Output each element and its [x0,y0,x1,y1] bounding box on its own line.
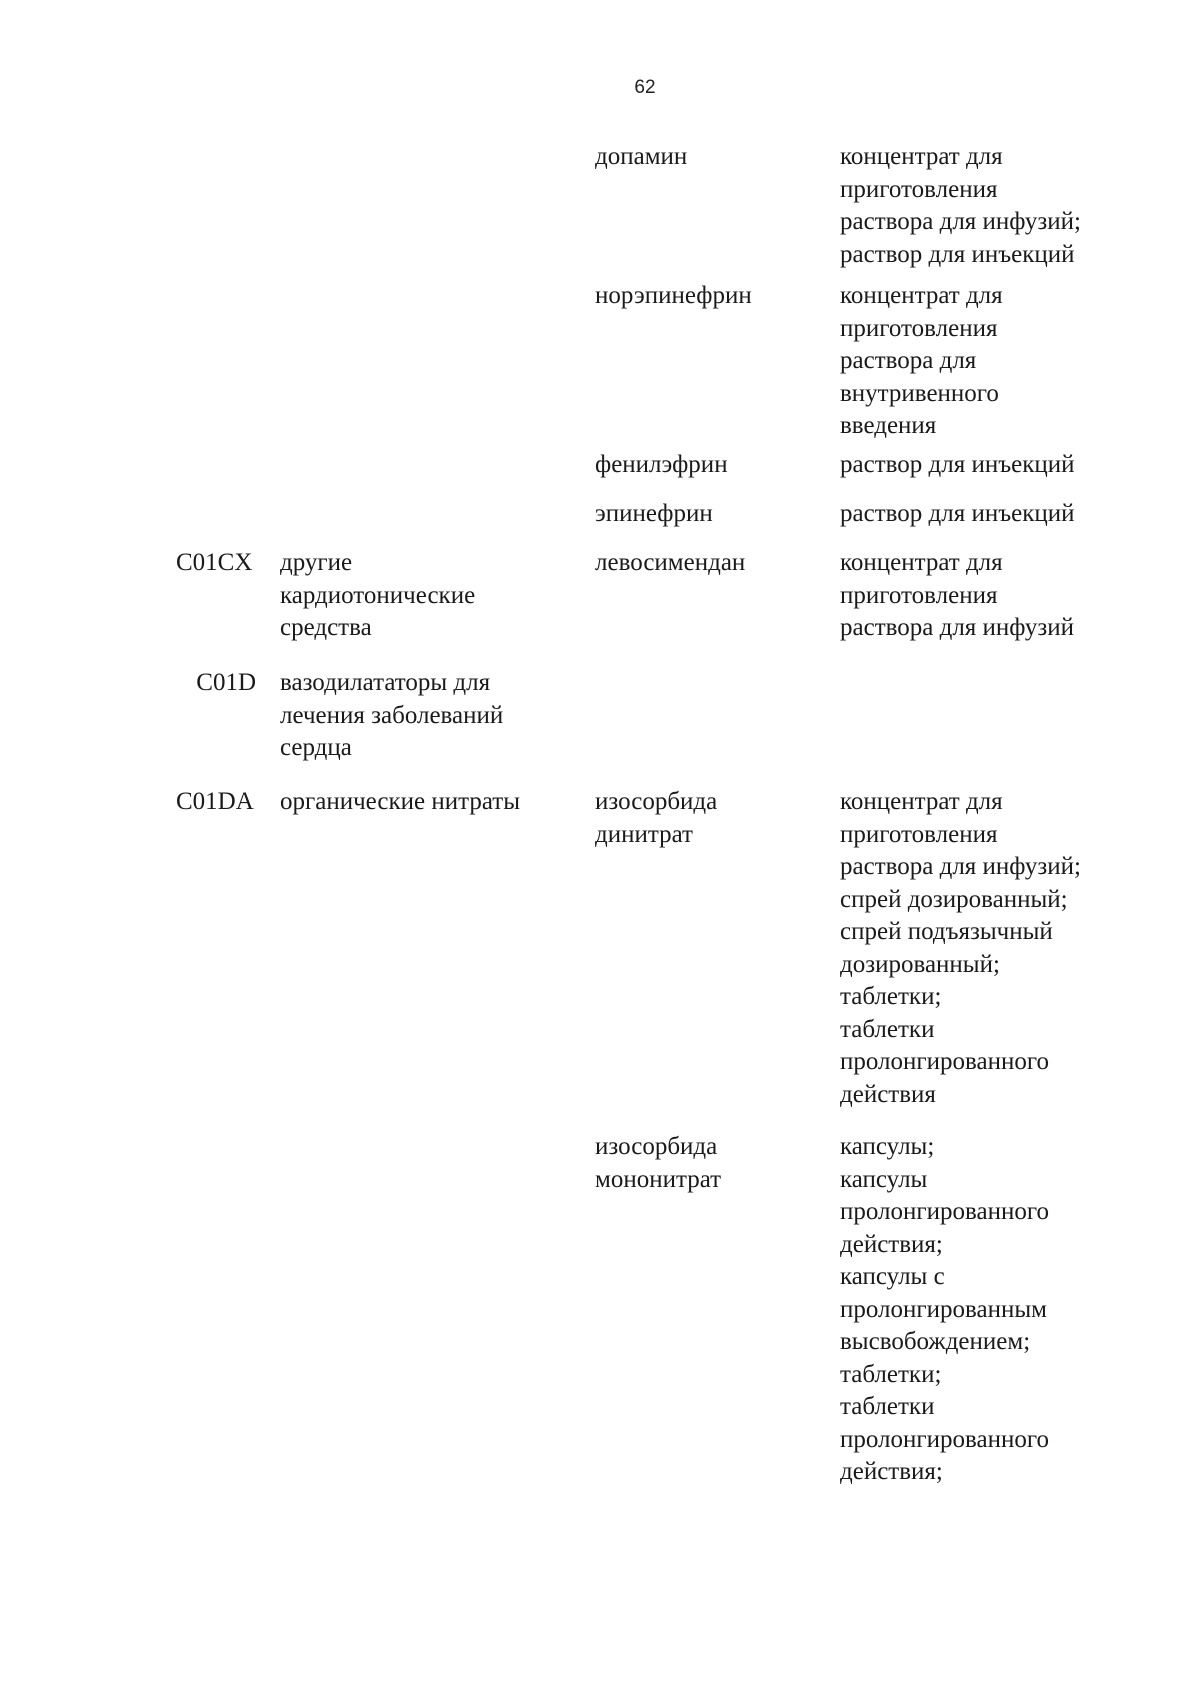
drug-table [0,141,1200,1491]
table-row [0,1131,1200,1491]
table-row [0,449,1200,498]
drug-name: норэпинефрин [595,282,752,309]
table-row [0,667,1200,786]
dosage-form: раствор для инъекций [840,451,1075,478]
table-row [0,141,1200,280]
drug-name: левосимендан [595,549,746,576]
dosage-form: концентрат для приготовления раствора для внутривенного введения [840,282,1003,439]
drug-name: допамин [595,143,688,170]
drug-name: изосорбида динитрат [595,788,718,848]
table-row [0,498,1200,547]
pharmacological-group: органические нитраты [280,788,521,815]
drug-name: фенилэфрин [595,451,728,478]
dosage-form: капсулы; капсулы пролонгированного действия; капсулы с пролонгированным высвобождением; таблетки; таблетки пролонгированного действия; [840,1133,1049,1485]
table-row [0,280,1200,449]
dosage-form: раствор для инъекций [840,500,1075,527]
drug-name: эпинефрин [595,500,713,527]
dosage-form: концентрат для приготовления раствора для инфузий; раствор для инъекций [840,143,1081,268]
drug-name: изосорбида мононитрат [595,1133,722,1193]
atc-code: C01D [196,669,256,696]
dosage-form: концентрат для приготовления раствора для инфузий; спрей дозированный; спрей подъязычный дозированный; таблетки; таблетки пролонгированного действия [840,788,1081,1108]
atc-code: C01CX [176,549,253,576]
dosage-form: концентрат для приготовления раствора для инфузий [840,549,1075,641]
pharmacological-group: вазодилататоры для лечения заболеваний сердца [280,669,504,761]
page-number: 62 [634,77,656,98]
atc-code: C01DA [176,788,254,815]
pharmacological-group: другие кардиотонические средства [280,549,476,641]
table-row [0,786,1200,1131]
table-row [0,547,1200,667]
